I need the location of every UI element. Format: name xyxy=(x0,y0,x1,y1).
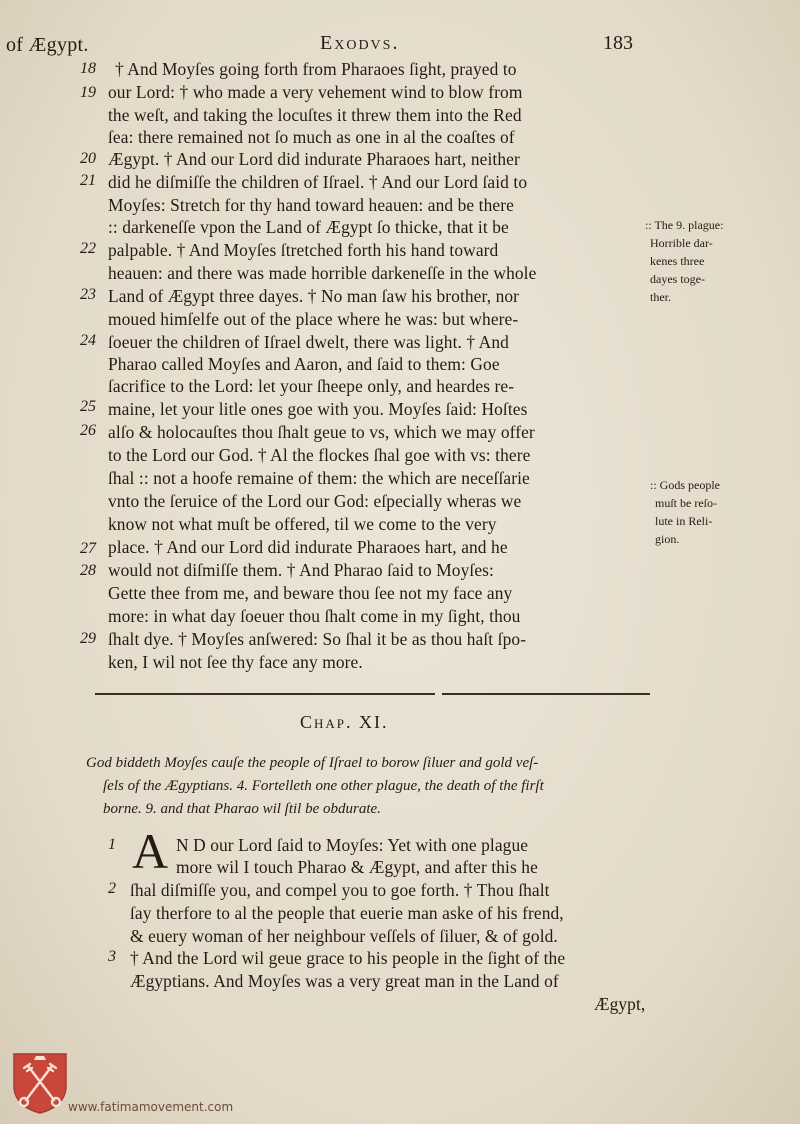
verse-number: 23 xyxy=(80,286,96,303)
text-line: Gette thee from me, and beware thou ſee not my face any xyxy=(108,583,513,603)
text-line: would not diſmiſſe them. † And Pharao ſaid to Moyſes: xyxy=(108,560,494,580)
section-rule-right xyxy=(442,693,650,695)
website-url: www.fatimamovement.com xyxy=(68,1100,234,1114)
text-line: maine, let your litle ones goe with you. Moyſes ſaid: Hoſtes xyxy=(108,399,528,419)
text-line: ſhalt dye. † Moyſes anſwered: So ſhal it be as thou haſt ſpo- xyxy=(108,629,527,649)
verse-number: 27 xyxy=(80,540,96,557)
text-line: vnto the ſeruice of the Lord our God: eſpecially wheras we xyxy=(108,491,522,511)
text-line: N D our Lord ſaid to Moyſes: Yet with one plague xyxy=(176,835,529,855)
text-line: heauen: and there was made horrible darkeneſſe in the whole xyxy=(108,263,537,283)
text-line: Pharao called Moyſes and Aaron, and ſaid to them: Goe xyxy=(108,354,500,374)
drop-cap: A xyxy=(132,823,169,879)
verse-number: 18 xyxy=(80,60,96,77)
text-line: † And Moyſes going forth from Pharaoes ſight, prayed to xyxy=(115,59,517,79)
verse-number: 25 xyxy=(80,398,96,415)
text-line: moued himſelfe out of the place where he was: but where- xyxy=(108,309,519,329)
margin-note-line: kenes three xyxy=(650,254,705,268)
papal-keys-crest-icon xyxy=(12,1052,68,1114)
text-line: Ægyptians. And Moyſes was a very great man in the Land of xyxy=(130,971,559,991)
text-line: Moyſes: Stretch for thy hand toward heauen: and be there xyxy=(108,195,514,215)
chapter-summary-line: ſels of the Ægyptians. 4. Fortelleth one other plague, the death of the firſt xyxy=(103,778,544,794)
text-line: our Lord: † who made a very vehement wind to blow from xyxy=(108,82,523,102)
text-line: ſhal diſmiſſe you, and compel you to goe forth. † Thou ſhalt xyxy=(130,880,550,900)
margin-note-line: lute in Reli- xyxy=(655,514,713,528)
text-line: ſhal :: not a hoofe remaine of them: the which are neceſſarie xyxy=(108,468,530,488)
text-line: to the Lord our God. † Al the flockes ſhal goe with vs: there xyxy=(108,445,531,465)
text-line: ſacrifice to the Lord: let your ſheepe only, and heardes re- xyxy=(108,376,515,396)
verse-number: 24 xyxy=(80,332,96,349)
verse-number: 22 xyxy=(80,240,96,257)
chapter-summary-line: borne. 9. and that Pharao wil ſtil be obdurate. xyxy=(103,801,381,817)
text-line: place. † And our Lord did indurate Pharaoes hart, and he xyxy=(108,537,508,557)
text-line: know not what muſt be offered, til we come to the very xyxy=(108,514,497,534)
text-line: did he diſmiſſe the children of Iſrael. † And our Lord ſaid to xyxy=(108,172,528,192)
verse-number: 28 xyxy=(80,562,96,579)
verse-number: 3 xyxy=(108,948,116,965)
chapter-heading: Chap. XI. xyxy=(300,712,389,732)
text-line: † And the Lord wil geue grace to his people in the ſight of the xyxy=(130,948,566,968)
margin-note-line: dayes toge- xyxy=(650,272,705,286)
running-head-title: Exodvs. xyxy=(320,32,400,54)
text-line: ken, I wil not ſee thy face any more. xyxy=(108,652,363,672)
text-line: :: darkeneſſe vpon the Land of Ægypt ſo thicke, that it be xyxy=(108,217,509,237)
text-line: palpable. † And Moyſes ſtretched forth his hand toward xyxy=(108,240,499,260)
verse-number: 19 xyxy=(80,84,96,101)
verse-number: 26 xyxy=(80,422,96,439)
verse-number: 2 xyxy=(108,880,116,897)
margin-note-line: ther. xyxy=(650,290,671,304)
chapter-summary-line: God biddeth Moyſes cauſe the people of Iſrael to borow ſiluer and gold veſ- xyxy=(86,755,539,771)
margin-note-line: :: Gods people xyxy=(650,478,720,492)
text-line: & euery woman of her neighbour veſſels of ſiluer, & of gold. xyxy=(130,926,558,946)
page-number: 183 xyxy=(603,32,633,54)
text-line: Ægypt. † And our Lord did indurate Pharaoes hart, neither xyxy=(108,149,520,169)
text-line: ſea: there remained not ſo much as one in al the coaſtes of xyxy=(108,127,515,147)
text-line: ſoeuer the children of Iſrael dwelt, there was light. † And xyxy=(108,332,509,352)
section-rule-left xyxy=(95,693,435,695)
margin-note-line: Horrible dar- xyxy=(650,236,713,250)
text-line: more: in what day ſoeuer thou ſhalt come in my ſight, thou xyxy=(108,606,521,626)
margin-note-line: muſt be reſo- xyxy=(655,496,717,510)
verse-number: 21 xyxy=(80,172,96,189)
text-line: the weſt, and taking the locuſtes it threw them into the Red xyxy=(108,105,522,125)
verse-number: 29 xyxy=(80,630,96,647)
text-line: ſay therfore to al the people that euerie man aske of his frend, xyxy=(130,903,564,923)
margin-note-line: gion. xyxy=(655,532,680,546)
text-line: Land of Ægypt three dayes. † No man ſaw his brother, nor xyxy=(108,286,520,306)
verse-number: 1 xyxy=(108,836,116,853)
verse-number: 20 xyxy=(80,150,96,167)
text-line: Ægypt, xyxy=(594,994,646,1014)
text-line: alſo & holocauſtes thou ſhalt geue to vs, which we may offer xyxy=(108,422,535,442)
text-line: more wil I touch Pharao & Ægypt, and after this he xyxy=(176,857,538,877)
running-head-left: of Ægypt. xyxy=(6,34,89,56)
margin-note-line: :: The 9. plague: xyxy=(645,218,724,232)
